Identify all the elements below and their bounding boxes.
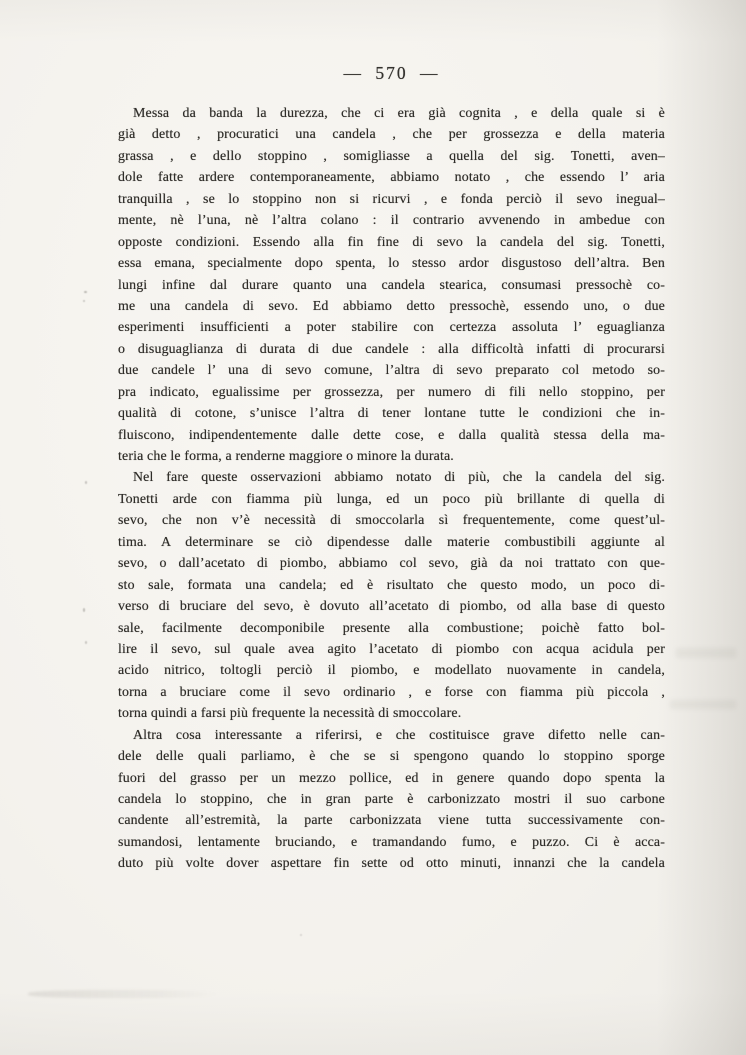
text-line: verso di bruciare del sevo, è dovuto all’acetato di piombo, od alla base di questo [118, 599, 665, 615]
ink-speck [300, 934, 302, 936]
text-line: Nel fare queste osservazioni abbiamo notato di più, che la candela del sig. [133, 470, 665, 486]
text-line: teria che le forma, a renderne maggiore o minore la durata. [118, 449, 454, 464]
text-line: candente all’estremità, la parte carbonizzata viene tutta successivamente con- [118, 813, 665, 829]
text-line: candela lo stoppino, che in gran parte è carbonizzato mostri il suo carbone [118, 792, 665, 807]
text-line: essa emana, specialmente dopo spenta, lo stesso ardor disgustoso dell’altra. Ben [118, 256, 665, 272]
text-column [118, 103, 665, 875]
text-line: dele delle quali parliamo, è che se si spengono quando lo stoppino sporge [118, 749, 665, 765]
text-line: acido nitrico, toltogli perciò il piombo, e modellato nuovamente in candela, [118, 663, 665, 679]
text-line: fluiscono, indipendentemente dalle dette cose, e dalla qualità stessa della ma- [118, 427, 665, 443]
text-line: pra indicato, egualissime per grossezza, per numero di fili nello stoppino, per [118, 384, 665, 400]
text-line: qualità di cotone, s’unisce l’altra di tener lontane tutte le condizioni che in- [118, 406, 665, 422]
text-line: due candele l’ una di sevo comune, l’altra di sevo preparato col metodo so- [118, 363, 665, 379]
text-line: Altra cosa interessante a riferirsi, e che costituisce grave difetto nelle can- [133, 727, 665, 743]
ink-speck [84, 291, 87, 293]
text-line: lungi infine dal durare quanto una candela stearica, consumasi pressochè co- [118, 277, 665, 293]
ink-speck [85, 641, 87, 644]
text-line: duto più volte dover aspettare fin sette od otto minuti, innanzi che la candela [118, 856, 665, 872]
text-line: esperimenti insufficienti a poter stabilire con certezza assoluta l’ eguaglianza [118, 320, 665, 336]
ink-speck [83, 608, 85, 612]
text-line: torna quindi a farsi più frequente la necessità di smoccolare. [118, 706, 462, 722]
text-line: Messa da banda la durezza, che ci era già cognita , e della quale si è [133, 106, 665, 121]
ink-speck [83, 300, 85, 302]
bleed-through-smudge [28, 990, 218, 998]
text-line: me una candela di sevo. Ed abbiamo detto pressochè, essendo uno, o due [118, 298, 665, 314]
text-line: Tonetti arde con fiamma più lunga, ed un poco più brillante di quella di [118, 491, 665, 507]
page-number-header: — 570 — [343, 63, 440, 83]
text-line: sumandosi, lentamente bruciando, e tramandando fumo, e puzzo. Ci è acca- [118, 834, 665, 850]
bleed-through-text [676, 648, 736, 658]
text-line: tima. A determinare se ciò dipendesse dalle materie combustibili aggiunte al [118, 534, 665, 550]
text-line: lire il sevo, sul quale avea agito l’acetato di piombo con acqua acidula per [118, 641, 665, 657]
ink-speck [85, 481, 87, 484]
text-line: fuori del grasso per un mezzo pollice, ed in genere quando dopo spenta la [118, 770, 665, 786]
text-line: sto sale, formata una candela; ed è risultato che questo modo, un poco di- [118, 577, 665, 593]
text-line: mente, nè l’una, nè l’altra colano : il contrario avvenendo in ambedue con [118, 213, 665, 229]
text-line: opposte condizioni. Essendo alla fin fine di sevo la candela del sig. Tonetti, [118, 234, 665, 250]
text-line: sevo, o dall’acetato di piombo, abbiamo col sevo, già da noi trattato con que- [118, 556, 665, 572]
text-line: o disuguaglianza di durata di due candele : alla difficoltà infatti di procurarsi [118, 341, 665, 357]
text-line: grassa , e dello stoppino , somigliasse a quella del sig. Tonetti, aven– [118, 148, 665, 164]
text-line: sale, facilmente decomponibile presente alla combustione; poichè fatto bol- [118, 620, 665, 636]
text-line: tranquilla , se lo stoppino non si ricurvi , e fonda perciò il sevo inegual– [118, 191, 665, 207]
text-line: già detto , procuratici una candela , che per grossezza e della materia [118, 127, 665, 143]
bleed-through-text [670, 700, 736, 709]
text-line: torna a bruciare come il sevo ordinario , e forse con fiamma più piccola , [118, 684, 665, 700]
text-line: sevo, che non v’è necessità di smoccolarla sì frequentemente, come quest’ul- [118, 513, 665, 529]
text-line: dole fatte ardere contemporaneamente, abbiamo notato , che essendo l’ aria [118, 170, 665, 186]
